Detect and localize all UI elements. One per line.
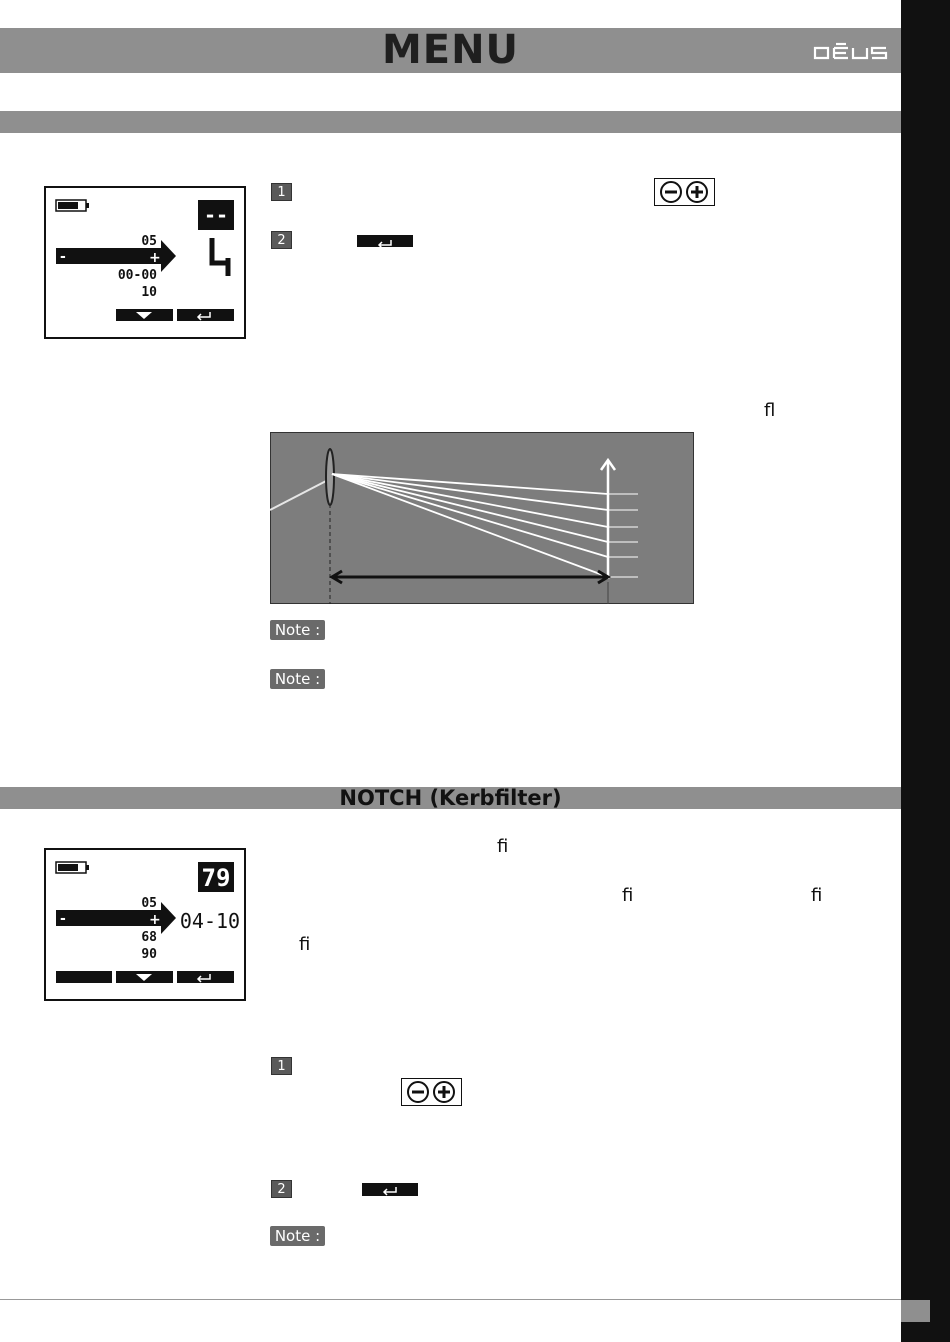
back-key-icon bbox=[362, 1185, 418, 1198]
back-key-2 bbox=[362, 1183, 418, 1196]
section-title-notch: NOTCH (Kerbfilter) bbox=[339, 786, 562, 810]
lcd-top-right: 79 bbox=[201, 864, 231, 892]
depth-diagram bbox=[270, 432, 694, 604]
lcd-graphic-notch bbox=[46, 850, 244, 999]
note-badge-1: Note : bbox=[270, 620, 325, 640]
lcd-row2: 00-00 bbox=[117, 268, 157, 283]
ligature-fi-2: ﬁ bbox=[622, 885, 634, 906]
lcd-row3: 10 bbox=[141, 285, 157, 300]
lcd-screen-notch bbox=[44, 848, 246, 1001]
step-badge-4: 2 bbox=[271, 1180, 292, 1198]
lcd-row1: 05 bbox=[141, 896, 157, 911]
lcd-row3: 90 bbox=[141, 947, 157, 962]
minus-plus-keys bbox=[654, 178, 715, 206]
ligature-fi-4: ﬁ bbox=[299, 934, 311, 955]
back-key bbox=[357, 235, 413, 247]
lcd-top-right: -- bbox=[203, 203, 229, 227]
section-bar bbox=[0, 111, 901, 133]
lcd-minus: - bbox=[60, 249, 66, 265]
minus-plus-icon bbox=[655, 179, 714, 205]
step-badge-2: 2 bbox=[271, 231, 292, 249]
deus-logo bbox=[812, 40, 892, 62]
lcd-minus: - bbox=[60, 911, 66, 927]
lcd-graphic bbox=[46, 188, 244, 337]
battery-icon bbox=[56, 200, 89, 211]
ligature-fl: ﬂ bbox=[764, 400, 776, 421]
back-key-icon bbox=[357, 238, 413, 250]
lcd-big-value: 04-10 bbox=[179, 909, 241, 933]
lcd-plus: + bbox=[149, 250, 161, 266]
lcd-row2: 68 bbox=[141, 930, 157, 945]
coil-icon bbox=[326, 449, 334, 505]
footer-divider bbox=[0, 1299, 901, 1300]
lcd-plus: + bbox=[149, 912, 161, 928]
lcd-big-digit bbox=[212, 238, 228, 276]
note-badge-3: Note : bbox=[270, 1226, 325, 1246]
battery-icon bbox=[56, 862, 89, 873]
note-badge-2: Note : bbox=[270, 669, 325, 689]
step-badge-3: 1 bbox=[271, 1057, 292, 1075]
lcd-row1: 05 bbox=[141, 234, 157, 249]
side-strip bbox=[901, 0, 950, 1342]
ligature-fi-1: ﬁ bbox=[497, 836, 509, 857]
minus-plus-icon bbox=[402, 1079, 461, 1105]
step-badge-1: 1 bbox=[271, 183, 292, 201]
side-tab bbox=[901, 1300, 930, 1322]
minus-plus-keys-2 bbox=[401, 1078, 462, 1106]
ligature-fi-3: ﬁ bbox=[811, 885, 823, 906]
page-title: MENU bbox=[381, 27, 520, 73]
lcd-screen-ground bbox=[44, 186, 246, 339]
